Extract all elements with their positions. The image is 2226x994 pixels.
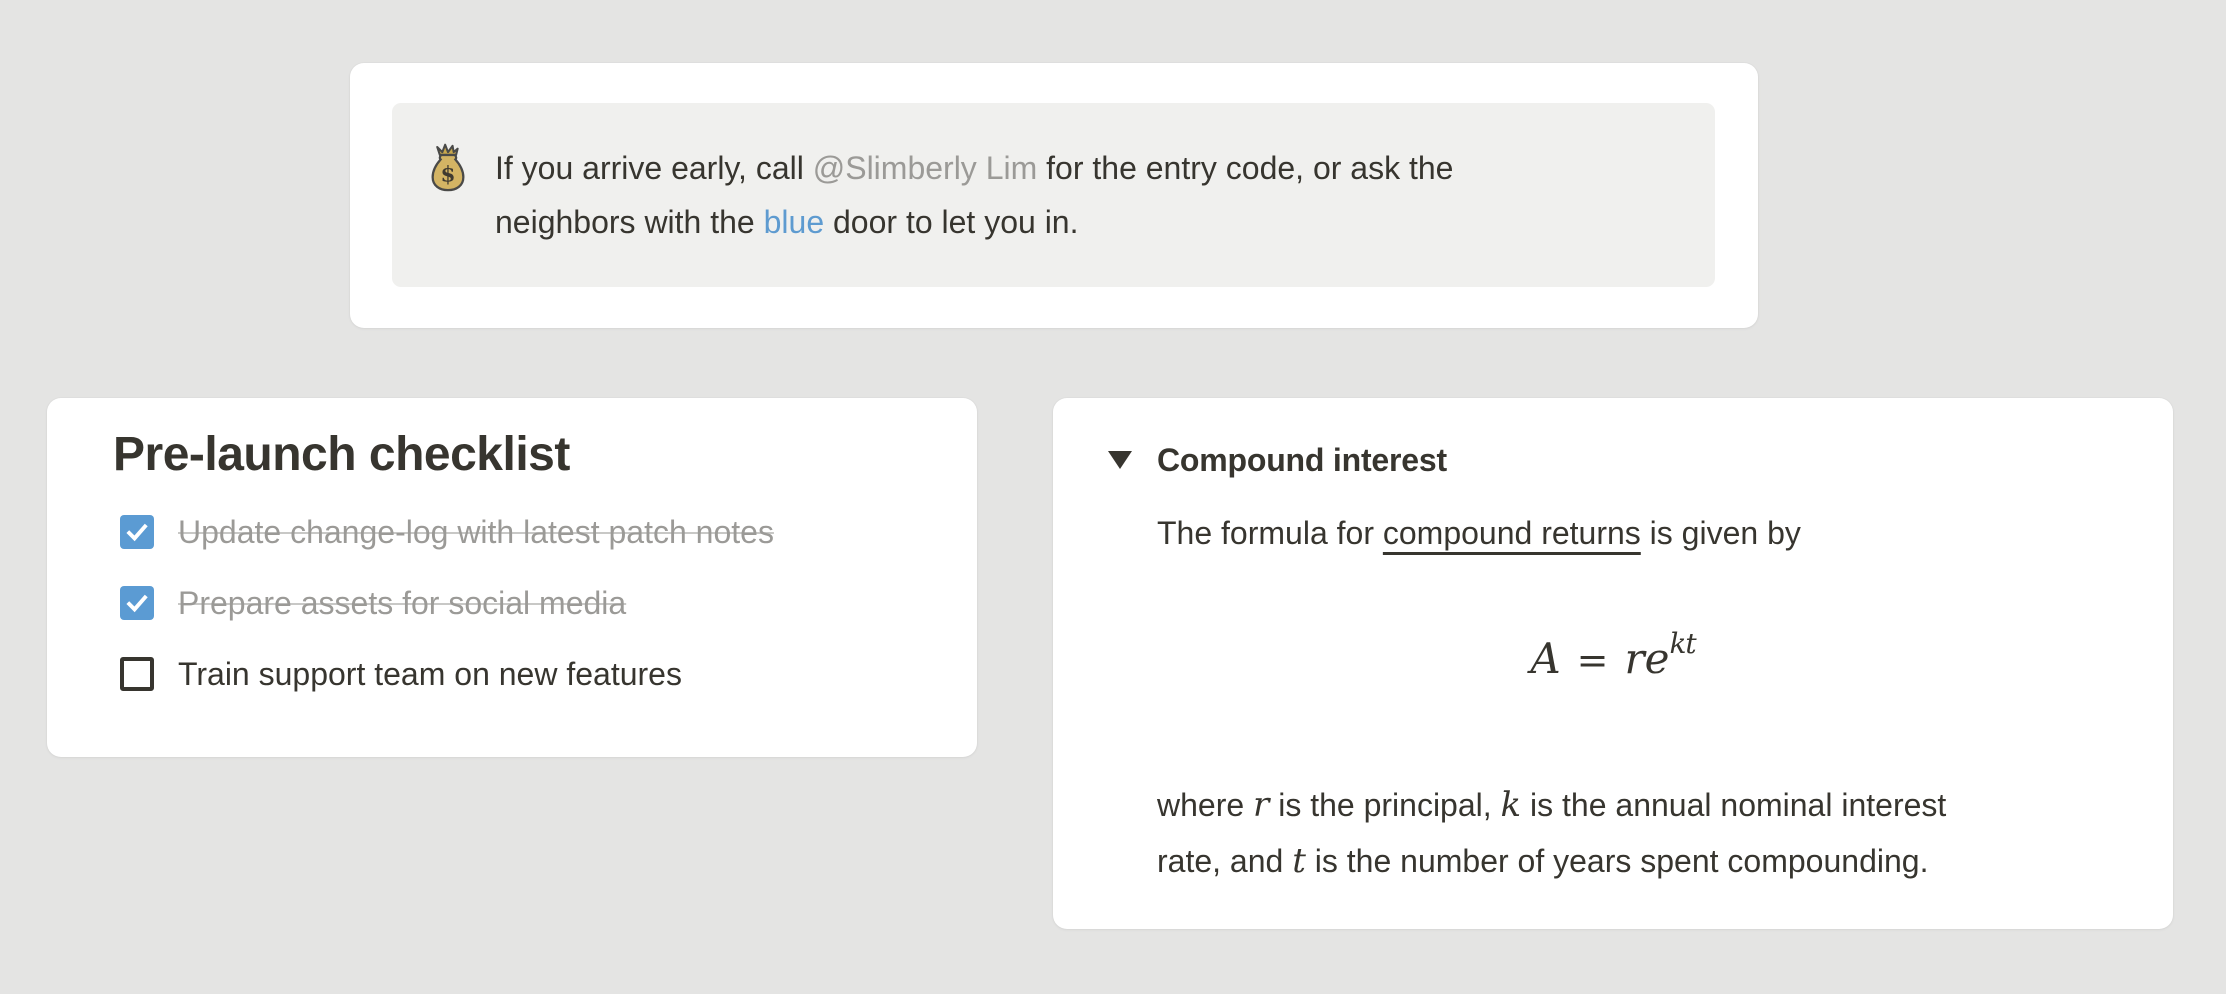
math-var-k: k bbox=[1500, 785, 1522, 825]
math-var-r: r bbox=[1253, 785, 1270, 825]
callout-line-2 bbox=[495, 195, 1679, 249]
intro-text-run: The formula for bbox=[1157, 515, 1383, 551]
callout-text-run: door to let you in. bbox=[824, 204, 1079, 240]
math-var-t: t bbox=[1292, 841, 1306, 881]
toggle-row bbox=[1108, 432, 2069, 488]
todo-checkbox-checked[interactable] bbox=[120, 586, 154, 620]
toggle-button[interactable] bbox=[1108, 451, 1157, 469]
todo-label: Prepare assets for social media bbox=[178, 584, 627, 621]
todo-list bbox=[120, 496, 937, 709]
todo-checkbox-checked[interactable] bbox=[120, 515, 154, 549]
intro-text-run: is given by bbox=[1640, 515, 1801, 551]
blue-colored-word: blue bbox=[763, 204, 825, 240]
checklist-title: Pre-launch checklist bbox=[113, 428, 570, 481]
equation-base: re bbox=[1624, 634, 1670, 683]
outro-line-2 bbox=[1157, 833, 2069, 889]
checklist-card bbox=[47, 398, 977, 757]
callout-line-1 bbox=[495, 141, 1679, 195]
callout-text-run: neighbors with the bbox=[495, 204, 764, 240]
outro-text-run: is the number of years spent compounding. bbox=[1305, 843, 1929, 879]
callout-text-run: If you arrive early, call bbox=[495, 150, 813, 186]
callout-block[interactable] bbox=[392, 103, 1715, 287]
outro-paragraph bbox=[1157, 777, 2069, 889]
toggle-triangle-icon bbox=[1108, 451, 1132, 469]
money-bag-icon bbox=[425, 143, 471, 193]
equation-equals: = bbox=[1576, 638, 1609, 682]
outro-text-run: rate, and bbox=[1157, 843, 1293, 879]
equation-block[interactable] bbox=[1157, 609, 2069, 703]
compound-returns-link[interactable]: compound returns bbox=[1382, 515, 1641, 551]
equation-lhs: A bbox=[1530, 634, 1561, 683]
todo-row bbox=[120, 496, 937, 567]
check-icon bbox=[124, 590, 150, 616]
equation-superscript: kt bbox=[1669, 627, 1696, 660]
callout-text bbox=[495, 141, 1679, 249]
check-icon bbox=[124, 519, 150, 545]
todo-checkbox-unchecked[interactable] bbox=[120, 657, 154, 691]
toggle-card bbox=[1053, 398, 2173, 929]
outro-text-run: is the annual nominal interest bbox=[1521, 787, 1947, 823]
outro-text-run: is the principal, bbox=[1269, 787, 1501, 823]
todo-row bbox=[120, 567, 937, 638]
callout-card bbox=[350, 63, 1758, 328]
todo-label: Train support team on new features bbox=[178, 655, 682, 692]
outro-line-1 bbox=[1157, 777, 2069, 833]
todo-label: Update change-log with latest patch notes bbox=[178, 513, 774, 550]
callout-text-run: for the entry code, or ask the bbox=[1037, 150, 1454, 186]
todo-row bbox=[120, 638, 937, 709]
outro-text-run: where bbox=[1157, 787, 1254, 823]
intro-paragraph bbox=[1157, 505, 2069, 561]
mention-slimberly-lim[interactable]: @Slimberly Lim bbox=[812, 150, 1038, 186]
toggle-title: Compound interest bbox=[1157, 441, 1447, 478]
svg-text:$: $ bbox=[440, 162, 456, 188]
